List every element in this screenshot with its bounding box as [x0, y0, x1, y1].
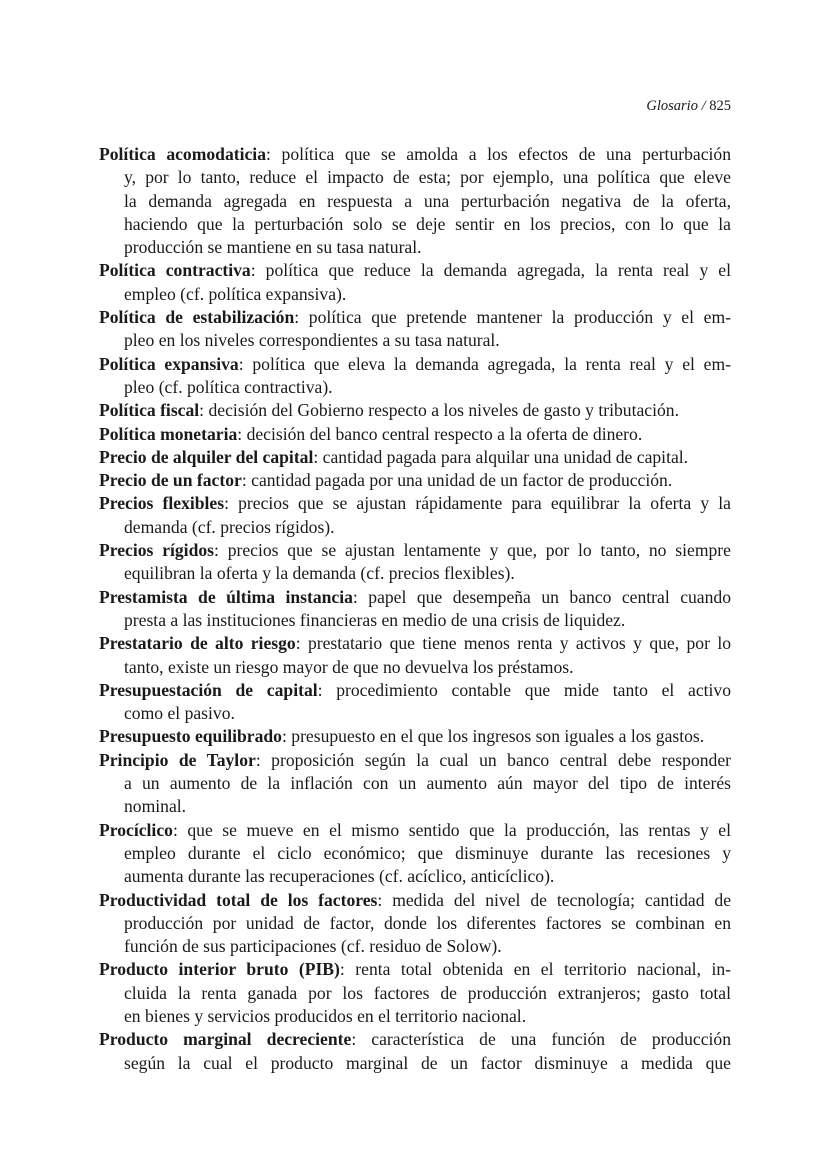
definition-text: la demanda agregada en respuesta a una perturbación negativa de la oferta,	[124, 190, 731, 211]
definition-text: producción se mantiene en su tasa natural.	[124, 237, 422, 258]
definition-text: : renta total obtenida en el territorio nacional, in-	[339, 959, 731, 980]
entry-first-line	[99, 958, 731, 981]
glossary-entry	[99, 749, 731, 819]
entry-line	[99, 772, 731, 795]
glossary-entry	[99, 632, 731, 679]
definition-text: según la cual el producto marginal de un factor disminuye a medida que	[124, 1052, 731, 1073]
definition-text: : cantidad pagada para alquilar una unidad de capital.	[313, 446, 689, 467]
glossary-entry	[99, 399, 731, 422]
glossary-entry	[99, 259, 731, 306]
glossary-entry	[99, 143, 731, 259]
definition-text: : precios que se ajustan lentamente y que, por lo tanto, no siempre	[214, 540, 731, 561]
glossary-entries	[99, 143, 731, 1075]
entry-line	[99, 865, 731, 888]
glossary-entry	[99, 586, 731, 633]
definition-text: : política que eleva la demanda agregada, la renta real y el em-	[238, 353, 732, 374]
glossary-entry	[99, 492, 731, 539]
entry-line	[99, 236, 731, 259]
entry-first-line	[99, 586, 731, 609]
entry-line	[99, 190, 731, 213]
entry-line	[99, 283, 731, 306]
glossary-term: Prestatario de alto riesgo	[99, 633, 296, 654]
definition-text: : política que se amolda a los efectos de una perturbación	[266, 144, 731, 164]
header-separator: /	[697, 98, 710, 114]
glossary-term: Procíclico	[99, 819, 173, 840]
entry-first-line	[99, 539, 731, 562]
glossary-entry	[99, 958, 731, 1028]
glossary-entry	[99, 1028, 731, 1075]
definition-text: : característica de una función de producción	[351, 1029, 732, 1050]
glossary-term: Política fiscal	[99, 400, 200, 421]
definition-text: función de sus participaciones (cf. residuo de Solow).	[124, 936, 502, 957]
definition-text: : presupuesto en el que los ingresos son iguales a los gastos.	[281, 726, 705, 747]
glossary-term: Precios flexibles	[99, 493, 225, 514]
glossary-term: Principio de Taylor	[99, 749, 256, 770]
entry-first-line	[99, 819, 731, 842]
glossary-term: Política acomodaticia	[99, 144, 266, 164]
glossary-entry	[99, 725, 731, 748]
entry-first-line	[99, 679, 731, 702]
entry-line	[99, 935, 731, 958]
definition-text: aumenta durante las recuperaciones (cf. acíclico, anticíclico).	[124, 866, 555, 887]
definition-text: empleo (cf. política expansiva).	[124, 283, 347, 304]
definition-text: : proposición según la cual un banco central debe responder	[255, 749, 731, 770]
glossary-entry	[99, 353, 731, 400]
entry-line	[99, 562, 731, 585]
glossary-entry	[99, 539, 731, 586]
glossary-term: Prestamista de última instancia	[99, 586, 353, 607]
definition-text: pleo en los niveles correspondientes a su tasa natural.	[124, 330, 500, 351]
definition-text: : medida del nivel de tecnología; cantidad de	[377, 889, 732, 910]
definition-text: empleo durante el ciclo económico; que disminuye durante las recesiones y	[124, 842, 731, 863]
entry-line	[99, 166, 731, 189]
definition-text: a un aumento de la inflación con un aumento aún mayor del tipo de interés	[124, 773, 731, 794]
entry-first-line	[99, 259, 731, 282]
definition-text: : precios que se ajustan rápidamente para equilibrar la oferta y la	[224, 493, 731, 514]
entry-line	[99, 609, 731, 632]
entry-first-line	[99, 399, 731, 422]
definition-text: : prestatario que tiene menos renta y activos y que, por lo	[295, 633, 731, 654]
entry-line	[99, 213, 731, 236]
glossary-term: Presupuesto equilibrado	[99, 726, 282, 747]
entry-line	[99, 656, 731, 679]
glossary-entry	[99, 469, 731, 492]
glossary-entry	[99, 679, 731, 726]
definition-text: producción por unidad de factor, donde los diferentes factores se combinan en	[124, 912, 731, 933]
definition-text: : que se mueve en el mismo sentido que la producción, las rentas y el	[172, 819, 731, 840]
section-title: Glosario	[646, 98, 698, 114]
definition-text: tanto, existe un riesgo mayor de que no devuelva los préstamos.	[124, 656, 574, 677]
glossary-term: Política expansiva	[99, 353, 239, 374]
definition-text: y, por lo tanto, reduce el impacto de esta; por ejemplo, una política que eleve	[124, 167, 731, 188]
entry-first-line	[99, 492, 731, 515]
glossary-entry	[99, 423, 731, 446]
entry-line	[99, 329, 731, 352]
entry-first-line	[99, 1028, 731, 1051]
glossary-entry	[99, 889, 731, 959]
entry-line	[99, 982, 731, 1005]
glossary-entry	[99, 306, 731, 353]
entry-line	[99, 912, 731, 935]
glossary-term: Producto marginal decreciente	[99, 1029, 352, 1050]
definition-text: haciendo que la perturbación solo se deje sentir en los precios, con lo que la	[124, 213, 731, 234]
glossary-entry	[99, 819, 731, 889]
glossary-term: Producto interior bruto (PIB)	[99, 959, 340, 980]
entry-line	[99, 842, 731, 865]
entry-line	[99, 376, 731, 399]
entry-line	[99, 1052, 731, 1075]
entry-first-line	[99, 632, 731, 655]
definition-text: : política que pretende mantener la producción y el em-	[294, 307, 731, 328]
entry-line	[99, 516, 731, 539]
glossary-term: Presupuestación de capital	[99, 679, 318, 700]
definition-text: en bienes y servicios producidos en el territorio nacional.	[124, 1005, 527, 1026]
glossary-entry	[99, 446, 731, 469]
entry-first-line	[99, 889, 731, 912]
entry-first-line	[99, 469, 731, 492]
glossary-term: Precio de un factor	[99, 470, 242, 491]
entry-first-line	[99, 423, 731, 446]
glossary-term: Precio de alquiler del capital	[99, 446, 314, 467]
definition-text: cluida la renta ganada por los factores de producción extranjeros; gasto total	[124, 982, 731, 1003]
definition-text: : política que reduce la demanda agregada, la renta real y el	[250, 260, 731, 281]
glossary-term: Productividad total de los factores	[99, 889, 378, 910]
glossary-term: Política monetaria	[99, 423, 238, 444]
entry-first-line	[99, 446, 731, 469]
entry-first-line	[99, 306, 731, 329]
definition-text: presta a las instituciones financieras en medio de una crisis de liquidez.	[124, 609, 626, 630]
definition-text: demanda (cf. precios rígidos).	[124, 516, 335, 537]
entry-line	[99, 795, 731, 818]
definition-text: nominal.	[124, 796, 187, 817]
entry-first-line	[99, 725, 731, 748]
definition-text: : decisión del banco central respecto a la oferta de dinero.	[237, 423, 643, 444]
definition-text: pleo (cf. política contractiva).	[124, 376, 333, 397]
glossary-term: Política contractiva	[99, 260, 251, 281]
glossary-term: Política de estabilización	[99, 307, 295, 328]
definition-text: : procedimiento contable que mide tanto el activo	[317, 679, 731, 700]
entry-line	[99, 702, 731, 725]
entry-line	[99, 1005, 731, 1028]
definition-text: : papel que desempeña un banco central cuando	[352, 586, 731, 607]
entry-first-line	[99, 749, 731, 772]
entry-first-line	[99, 143, 731, 166]
definition-text: como el pasivo.	[124, 703, 235, 724]
definition-text: equilibran la oferta y la demanda (cf. precios flexibles).	[124, 563, 515, 584]
definition-text: : decisión del Gobierno respecto a los niveles de gasto y tributación.	[199, 400, 679, 421]
page-number: 825	[709, 98, 731, 114]
running-header	[646, 98, 731, 115]
entry-first-line	[99, 353, 731, 376]
glossary-term: Precios rígidos	[99, 540, 214, 561]
definition-text: : cantidad pagada por una unidad de un factor de producción.	[241, 470, 673, 491]
